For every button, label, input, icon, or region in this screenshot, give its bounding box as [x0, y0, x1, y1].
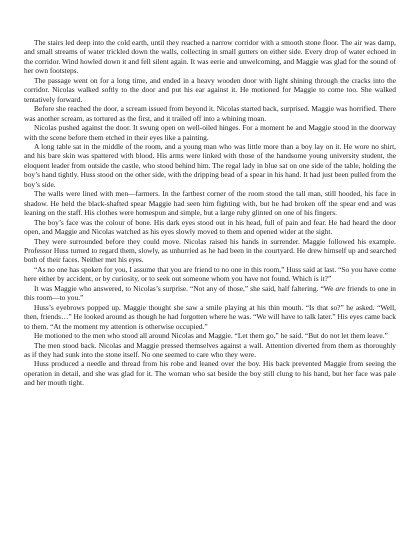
- paragraph: It was Maggie who answered, to Nicolas’s surprise. “Not any of those,” she said, half faltering. “We are friends to one in this room—to you.”: [24, 283, 396, 303]
- paragraph: The stairs led deep into the cold earth, until they reached a narrow corridor with a smooth stone floor. The air was damp, and small streams of water trickled down the walls, collecting in small gutters on either side. Every drop of water echoed in the corridor. Wind howled down it and fell silent again. It was eerie and unwelcoming, and Maggie was glad for the sound of her own footsteps.: [24, 38, 396, 76]
- paragraph: The boy’s face was the colour of bone. His dark eyes stood out in his head, full of pain and fear. He had heard the door open, and Maggie and Nicolas watched as his eyes slowly moved to them and opened wider at the sight.: [24, 217, 396, 237]
- book-page: [24, 38, 396, 388]
- paragraph: Before she reached the door, a scream issued from beyond it. Nicolas started back, surprised. Maggie was horrified. There was another scream, as tortured as the first, and it trailed off into a whining moan.: [24, 104, 396, 123]
- paragraph: “As no one has spoken for you, I assume that you are friend to no one in this room,” Huss said at last. “So you have come here either by accident, or by curiosity, or to seek out someone whom you have not found. Which is it?”: [24, 264, 396, 284]
- paragraph: The passage went on for a long time, and ended in a heavy wooden door with light shining through the cracks into the corridor. Nicolas walked softly to the door and put his ear against it. He motioned for Maggie to come too. She walked tentatively forward.: [24, 75, 396, 104]
- paragraph: Nicolas pushed against the door. It swung open on well-oiled hinges. For a moment he and Maggie stood in the doorway with the scene before them etched in their eyes like a painting.: [24, 123, 396, 142]
- paragraph: The walls were lined with men—farmers. In the farthest corner of the room stood the tall man, still hooded, his face in shadow. He held the black-shafted spear Maggie had seen him fighting with, but he had broken off the spear end and was leaning on the staff. His clothes were homespun and simple, but a large ruby glinted on one of his fingers.: [24, 189, 396, 218]
- paragraph: Huss’s eyebrows popped up. Maggie thought she saw a smile playing at his thin mouth. “Is that so?” he asked. “Well, then, friends…” He looked around as though he had forgotten where he was. “We will have to talk later.” His eyes came back to them. “At the moment my attention is otherwise occupied.”: [24, 302, 396, 331]
- paragraph: A long table sat in the middle of the room, and a young man who was little more than a boy lay on it. He wore no shirt, and his bare skin was spattered with blood. His arms were linked with those of the handsome young university student, the eloquent leader from outside the castle, who stood behind him. The regal lady in blue sat on one side of the table, holding the boy’s hand tightly. Huss stood on the other side, with the dripping head of a spear in his hand. It had just been pulled from the boy’s side.: [24, 141, 396, 189]
- paragraph: He motioned to the men who stood all around Nicolas and Maggie. “Let them go,” he said. “But do not let them leave.”: [34, 331, 388, 341]
- paragraph: They were surrounded before they could move. Nicolas raised his hands in surrender. Maggie followed his example. Professor Huss turned to regard them, slowly, as unhurried as he had been in the courtyard. He drew himself up and searched both of their faces. Neither met his eyes.: [24, 236, 396, 265]
- paragraph: The men stood back. Nicolas and Maggie pressed themselves against a wall. Attention diverted from them as thoroughly as if they had sunk into the stone itself. No one seemed to care who they were.: [24, 340, 396, 359]
- paragraph: Huss produced a needle and thread from his robe and leaned over the boy. His back prevented Maggie from seeing the operation in detail, and she was glad for it. The woman who sat beside the boy still clung to his hand, but her face was pale and her mouth tight.: [24, 359, 396, 388]
